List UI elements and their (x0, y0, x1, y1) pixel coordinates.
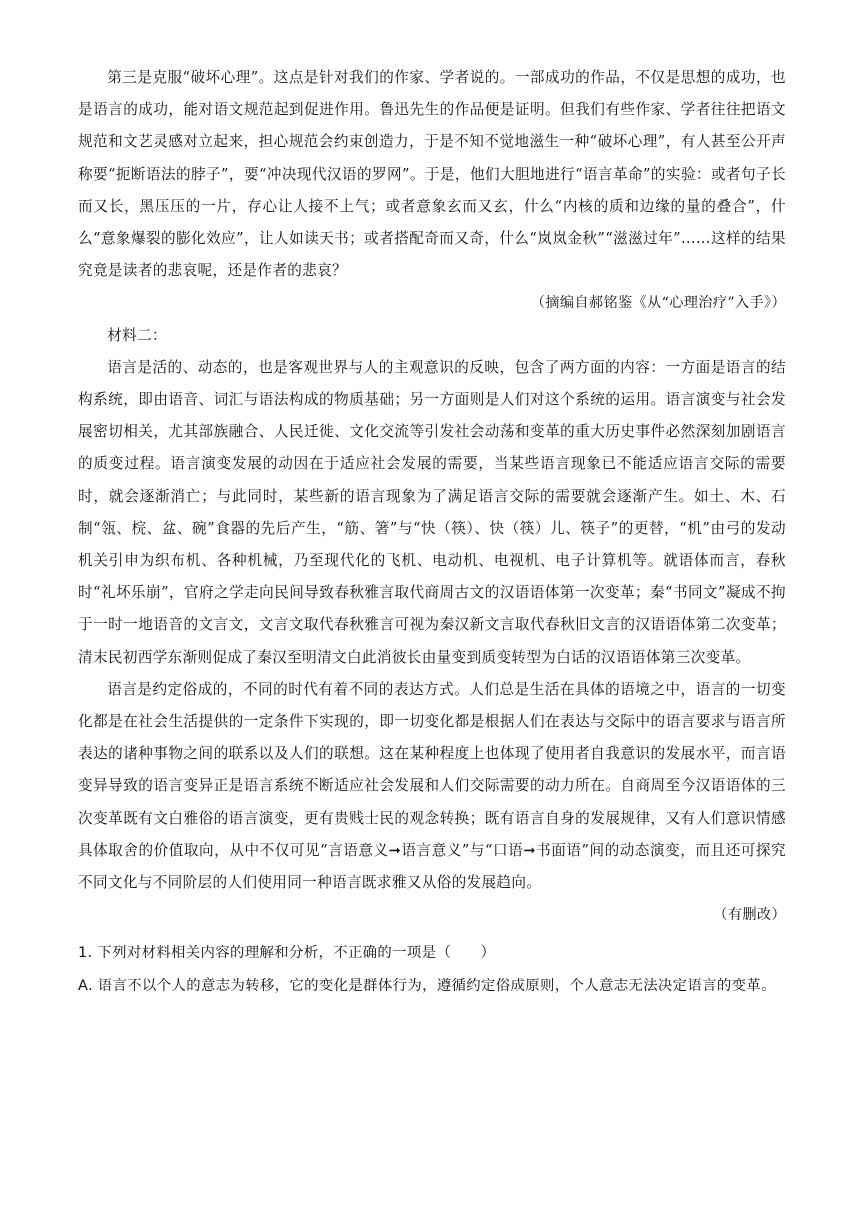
material-one-paragraph: 第三是克服“破坏心理”。这点是针对我们的作家、学者说的。一部成功的作品，不仅是思想的成功，也是语言的成功，能对语文规范起到促进作用。鲁迅先生的作品便是证明。但我们有些作家、学者往往把语文规范和文艺灵感对立起来，担心规范会约束创造力，于是不知不觉地滋生一种“破坏心理”，有人甚至公开声称要“扼断语法的脖子”，要“冲决现代汉语的罗网”。于是，他们大胆地进行“语言革命”的实验：或者句子长而又长，黑压压的一片，存心让人接不上气；或者意象玄而又玄，什么“内核的质和边缘的量的叠合”，什么“意象爆裂的膨化效应”，让人如读天书；或者搭配奇而又奇，什么“岚岚金秋”“滋滋过年”……这样的结果究竟是读者的悲哀呢，还是作者的悲哀？ (78, 69, 786, 280)
edited-note: （有删改） (713, 907, 786, 924)
material-one-source: （摘编自郝铭鉴《从“心理治疗”入手》） (530, 295, 786, 312)
material-two-paragraph-2: 语言是约定俗成的，不同的时代有着不同的表达方式。人们总是生活在具体的语境之中，语言的一切变化都是在社会生活提供的一定条件下实现的，即一切变化都是根据人们在表达与交际中的语言要求与语言所表达的诸种事物之间的联系以及人们的联想。这在某种程度上也体现了使用者自我意识的发展水平，而言语变异导致的语言变异正是语言系统不断适应社会发展和人们交际需要的动力所在。自商周至今汉语语体的三次变革既有文白雅俗的语言演变，更有贵贱士民的观念转换；既有语言自身的发展规律，又有人们意识情感具体取舍的价值取向，从中不仅可见“言语意义➞语言意义”与“口语➞书面语”间的动态演变，而且还可探究不同文化与不同阶层的人们使用同一种语言既求雅又从俗的发展趋向。 (78, 680, 786, 892)
question-1-stem: 1. 下列对材料相关内容的理解和分析，不正确的一项是（ ） (78, 945, 496, 962)
material-two-paragraph-1: 语言是活的、动态的，也是客观世界与人的主观意识的反映，包含了两方面的内容：一方面是语言的结构系统，即由语音、词汇与语法构成的物质基础；另一方面则是人们对这个系统的运用。语言演变与社会发展密切相关，尤其部族融合、人民迁徙、文化交流等引发社会动荡和变革的重大历史事件必然深刻加剧语言的质变过程。语言演变发展的动因在于适应社会发展的需要，当某些语言现象已不能适应语言交际的需要时，就会逐渐消亡；与此同时，某些新的语言现象为了满足语言交际的需要就会逐渐产生。如土、木、石制“瓴、梡、盆、碗”食器的先后产生，“筋、箸”与“快（筷）、快（筷）儿、筷子”的更替，“机”由弓的发动机关引申为织布机、各种机械，乃至现代化的飞机、电动机、电视机、电子计算机等。就语体而言，春秋时“礼坏乐崩”，官府之学走向民间导致春秋雅言取代商周古文的汉语语体第一次变革；秦“书同文”凝成不拘于一时一地语音的文言文，文言文取代春秋雅言可视为秦汉新文言取代春秋旧文言的汉语语体第二次变革；清末民初西学东渐则促成了秦汉至明清文白此消彼长由量变到质变转型为白话的汉语语体第三次变革。 (78, 358, 786, 666)
question-1-option-a: A. 语言不以个人的意志为转移，它的变化是群体行为，遵循约定俗成原则，个人意志无法决定语言的变革。 (78, 977, 776, 994)
material-two-heading: 材料二： (107, 326, 167, 344)
document-page (78, 62, 786, 1002)
